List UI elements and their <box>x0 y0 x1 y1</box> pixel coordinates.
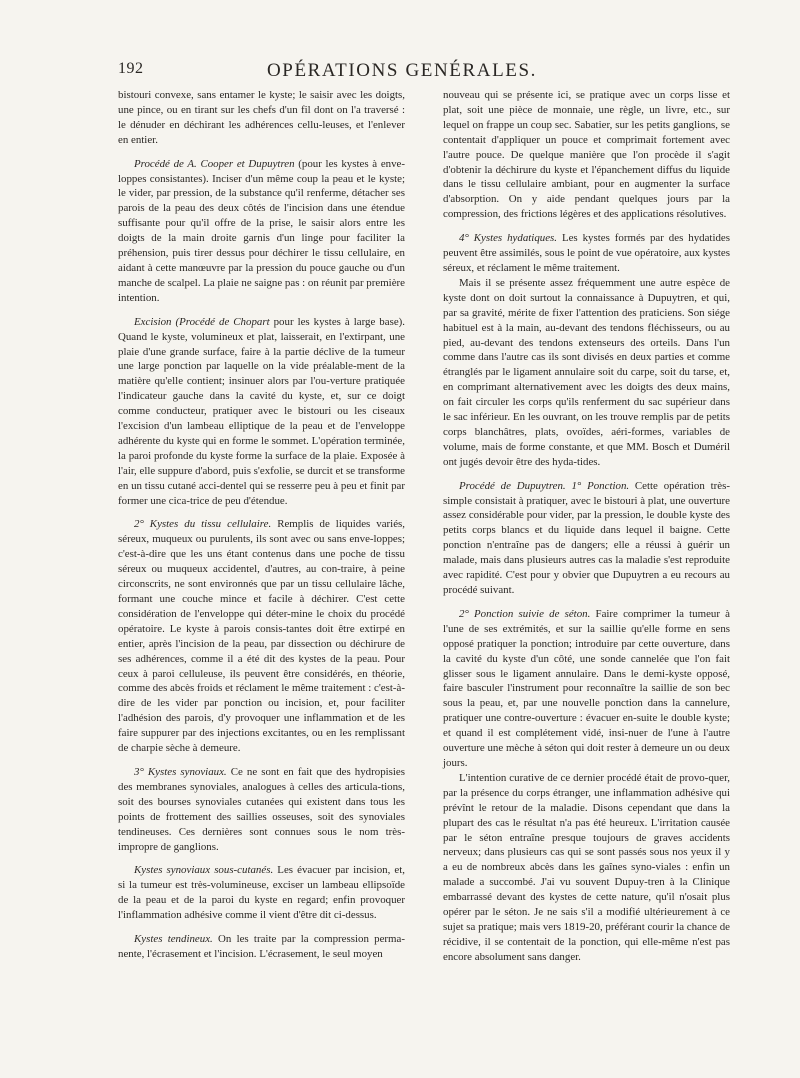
paragraph <box>443 276 730 470</box>
paragraph-text: nouveau qui se présente ici, se pratique avec un corps lisse et plat, soit une pièce de monnaie, une règle, un livre, etc., sur lequel on frappe un coup sec. Sabatier, sur les petits ganglions, se contentait d'appliquer un pouce et comprimait fortement avec l'autre pouce. De quelque manière que l'on procède il s'agit d'obtenir la déchirure du kyste et l'épanchement diffus du liquide dans le tissu cellulaire ambiant, pour en augmenter la surface d'absorption. On y aide pendant quelques jours par la compression, des frictions légères et des applications résolutives. <box>443 89 730 221</box>
running-title: OPÉRATIONS GENÉRALES. <box>266 60 538 81</box>
paragraph-text: bistouri convexe, sans entamer le kyste; le saisir avec les doigts, une pince, ou en tirant sur les chefs d'un fil dont on l'a traversé : le dénuder en déchirant les adhérences cellu-leuses, et l'enlever en entier. <box>118 89 405 146</box>
paragraph-heading: Procédé de A. Cooper et Dupuytren <box>134 157 295 170</box>
paragraph-heading: 4° Kystes hydatiques. <box>459 232 558 245</box>
paragraph <box>443 231 730 276</box>
paragraph-text: On les traite par la compression perma-nente, l'écrasement et l'incision. L'écrasement, le seul moyen <box>118 933 405 960</box>
paragraph-text: (pour les kystes à enve-loppes consistantes). Inciser d'un même coup la peau et le kyste; le vider, par pression, de la substance qu'il renferme, détacher ses parois de la peau des deux côtés de l'incision dans une étendue suffisante pour qu'il offre de la prise, le saisir alors entre les doigts de la main droite garnis d'un linge pour faciliter la préhension, puis tirer dessus pour déchirer le tissu cellulaire, en aidant à cette manœuvre par la pression du pouce gauche ou d'un manche de scalpel. La plaie ne saigne pas : on réunit par première intention. <box>118 157 406 304</box>
paragraph <box>118 517 405 756</box>
paragraph-heading: Procédé de Dupuytren. 1° Ponction. <box>459 479 630 492</box>
page-number: 192 <box>118 60 144 77</box>
paragraph-text: Cette opération très-simple consistait à pratiquer, avec le bistouri à plat, une ouverture assez considérable pour vider, par la pression, le double kyste des petits corps blancs et du liquide dans lequel il baigne. Cette ponction n'entraîne pas de dangers; elle a réussi à guérir un malade, mais dans plusieurs autres cas la maladie s'est reproduite avec rapidité. C'est pour y obvier que Dupuytren a eu recours au procédé suivant. <box>443 479 730 596</box>
paragraph-heading: Kystes tendineux. <box>134 933 213 946</box>
paragraph <box>118 157 405 306</box>
paragraph-heading: 2° Ponction suivie de séton. <box>459 607 591 620</box>
paragraph-text: Les évacuer par incision, et, si la tumeur est très-volumineuse, exciser un lambeau ellipsoïde de la peau et de la paroi du kyste en regard; enfin provoquer l'inflammation adhésive comme il vient d'être dit ci-dessus. <box>118 864 405 922</box>
paragraph-text: Faire comprimer la tumeur à l'une de ses extrémités, et sur la saillie qu'elle forme en sens opposé pratiquer la ponction; introduire par cette ouverture, dans la cavité du kyste d'un côté, une sonde cannelée que l'on fait glisser sous le ligament annulaire. Dans le demi-kyste opposé, faire basculer l'instrument pour reconnaître la saillie de son bec sous la peau, et, par une nouvelle ponction dans la cannelure, pratiquer une contre-ouverture : évacuer en-suite le double kyste; et quand il est complétement vidé, insi-nuer de l'une à l'autre ouverture une mèche à séton qui doit rester à demeure un ou deux jours. <box>443 607 731 769</box>
paragraph <box>443 771 730 965</box>
page-header <box>118 60 686 84</box>
paragraph <box>118 932 405 962</box>
paragraph <box>118 88 405 148</box>
paragraph <box>443 88 730 222</box>
left-column <box>118 88 405 962</box>
paragraph <box>118 765 405 854</box>
paragraph-text: pour les kystes à large base). Quand le kyste, volumineux et plat, laisserait, en l'extirpant, une plaie d'une grande surface, faire à la partie déclive de la tumeur une large ponction par laquelle on la vide préalable-ment de la matière qu'elle contient; insinuer alors par l'ou-verture pratiquée l'indicateur gauche dans la cavité du kyste, et, sur ce doigt comme conducteur, pratiquer avec le bistouri ou les ciseaux l'excision d'un lambeau elliptique de la peau et de l'enveloppe adhérente du kyste qui en forme le sommet. L'opération terminée, la paroi profonde du kyste forme la surface de la plaie. Exposée à l'air, elle suppure d'abord, puis s'exfolie, se durcit et se transforme en un tissu cutané acci-dentel qui se resserre peu à peu et finit par former une cica-trice de peu d'étendue. <box>118 315 406 507</box>
paragraph <box>443 607 730 771</box>
paragraph <box>118 315 405 509</box>
paragraph <box>118 863 405 923</box>
paragraph-heading: Kystes synoviaux sous-cutanés. <box>134 864 274 877</box>
paragraph-heading: Excision (Procédé de Chopart <box>134 315 270 328</box>
paragraph-text: Mais il se présente assez fréquemment une autre espèce de kyste dont on doit surtout la connaissance à Dupuytren, et qui, par sa gravité, mérite de fixer l'attention des praticiens. Son siége habituel est à la main, au-devant des tendons fléchisseurs, ou au pied, au-devant des tendons extenseurs des orteils. Dans l'un comme dans l'autre cas ils sont divisés en deux parties et comme étranglés par le ligament annulaire soit du carpe, soit du tarse, et, en comprimant alternativement avec les doigts des deux mains, on fait circuler les corps qu'ils renferment du sac supérieur dans le sac inférieur. En les ouvrant, on les trouve remplis par de petits corps blanchâtres, plats, ovoïdes, aéri-formes, variables de volume, mais de forme constante, et que MM. Bosch et Duméril ont jugés devoir être des hyda-tides. <box>443 276 730 468</box>
paragraph-heading: 3° Kystes synoviaux. <box>134 765 227 778</box>
paragraph-text: Les kystes formés par des hydatides peuvent être assimilés, sous le point de vue opératoire, aux kystes séreux, et réclament le même traitement. <box>443 232 730 274</box>
paragraph-text: L'intention curative de ce dernier procédé était de provo-quer, par la présence du corps étranger, une inflammation adhésive qui prévînt le retour de la maladie. Disons cependant que dans la plupart des cas le résultat n'a pas été heureux. L'irritation causée par le séton entraîne presque toujours de graves accidents nerveux; dans plusieurs cas qui se sont passés sous nos yeux il y a eu de nombreux abcès dans les gaînes syno-viales : enfin un malade a succombé. J'ai vu souvent Dupuy-tren à la Clinique embarrassé devant des kystes de cette nature, qu'il n'osait plus opérer par le séton. Je ne sais s'il a modifié ultérieurement à ce sujet sa pratique; mais vers 1819-20, préférant courir la chance de récidive, il se contentait de la ponction, qui elle-même n'est pas encore absolument sans danger. <box>443 771 730 963</box>
paragraph-heading: 2° Kystes du tissu cellulaire. <box>134 518 272 531</box>
paragraph <box>443 479 730 598</box>
paragraph-text: Remplis de liquides variés, séreux, muqueux ou purulents, ils sont avec ou sans enve-loppes; c'est-à-dire que les uns étant contenus dans une poche de tissu séreux ou muqueux accidentel, d'autres, au con-traire, à peine circonscrits, ne sont environnés que par un tissu cellulaire lâche, formant une couche mince et facile à déchirer. C'est cette considération de l'enveloppe qui déter-mine le choix du procédé opératoire. Le kyste à parois consis-tantes doit être extirpé en entier, après l'incision de la peau, par dissection ou déchirure de ses adhérences, comme il a été dit des kystes de la peau. Pour ceux à paroi celluleuse, ils peuvent être considérés, en théorie, comme des abcès froids et réclament le même traitement : c'est-à-dire de les vider par ponction ou incision, et, pour faciliter l'adhésion des parois, d'y provoquer une inflammation et de les faire suppurer par des injections excitantes, ou en les remplissant de charpie sèche à demeure. <box>118 518 406 755</box>
right-column <box>443 88 730 965</box>
paragraph-text: Ce ne sont en fait que des hydropisies des membranes synoviales, analogues à celles des articula-tions, soit des bourses synoviales cutanées qui existent dans tous les points de frottement des saillies osseuses, soit des synoviales tendineuses. Ces dernières sont connues sous le nom très-impropre de ganglions. <box>118 765 406 853</box>
